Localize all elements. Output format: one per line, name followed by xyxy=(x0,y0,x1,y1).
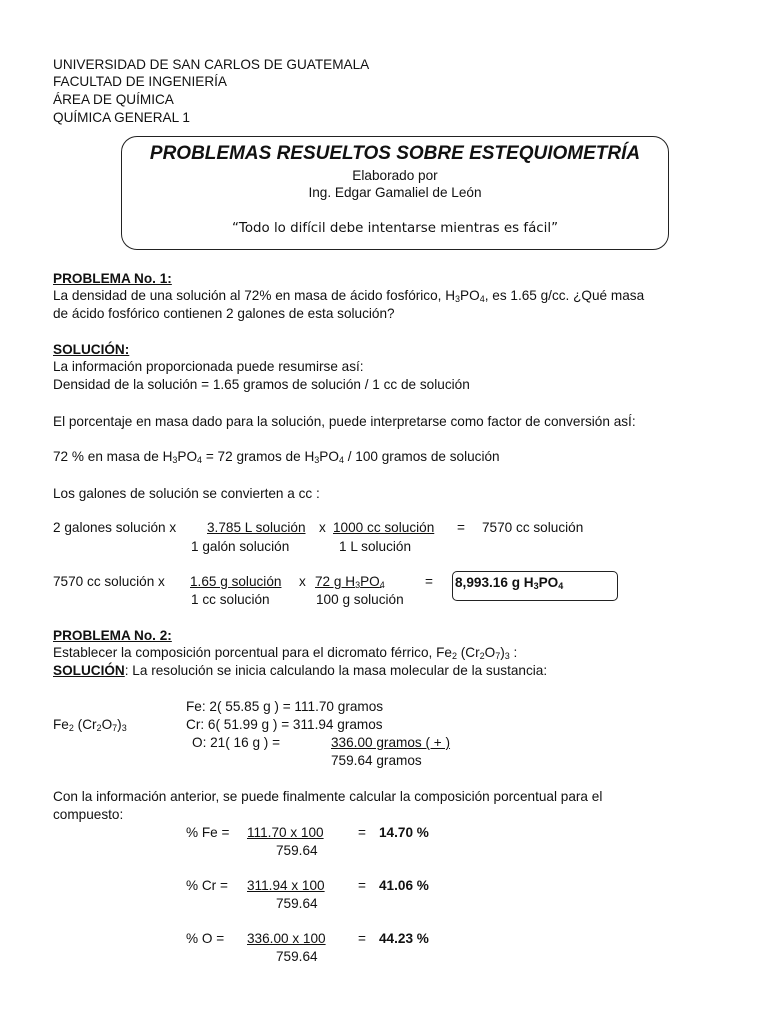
cr-percent-numerator: 311.94 x 100 xyxy=(247,878,325,893)
cc-equals: = xyxy=(425,574,433,589)
problem2-statement: Establecer la composición porcentual para el dicromato férrico, $Fe_2$ $(Cr_2O_7)_3$ : xyxy=(53,645,518,661)
o-percent-label: % O = xyxy=(186,931,225,946)
molar-mass-total: 759.64 gramos xyxy=(331,753,422,768)
problem1-statement-line1: La densidad de una solución al 72% en masa de ácido fosfórico, $H_3PO_4$, es 1.65 g/cc. ¿Qué masa xyxy=(53,288,645,304)
iron-mass-line: Fe: 2( 55.85 g ) = 111.70 gramos xyxy=(186,699,384,714)
cc-factor1-denominator: 1 cc solución xyxy=(191,592,270,607)
o-percent-equals: = xyxy=(358,931,366,946)
area-name: ÁREA DE QUÍMICA xyxy=(53,92,174,107)
university-name: UNIVERSIDAD DE SAN CARLOS DE GUATEMALA xyxy=(53,57,370,72)
motto-quote: “Todo lo difícil debe intentarse mientras es fácil” xyxy=(231,221,559,236)
oxygen-mass-value: 336.00 gramos ( + ) xyxy=(331,735,451,750)
elaborated-by: Elaborado por xyxy=(352,168,438,183)
cr-percent-equals: = xyxy=(358,878,366,893)
cr-percent-result: 41.06 % xyxy=(379,878,429,893)
course-name: QUÍMICA GENERAL 1 xyxy=(53,110,190,125)
problem2-heading: PROBLEMA No. 2: xyxy=(53,628,172,643)
oxygen-mass-label: O: 21( 16 g ) = xyxy=(192,735,281,750)
problem1-statement-line2: de ácido fosfórico contienen 2 galones de esta solución? xyxy=(53,306,395,321)
author-name: Ing. Edgar Gamaliel de León xyxy=(308,185,482,200)
fe-percent-denominator: 759.64 xyxy=(276,843,318,858)
gallon-factor1-numerator: 3.785 L solución xyxy=(207,520,306,535)
problem1-heading: PROBLEMA No. 1: xyxy=(53,271,172,286)
conclusion-line2: compuesto: xyxy=(53,807,124,822)
ferric-dichromate-formula: $Fe_2$ $(Cr_2O_7)_3$ xyxy=(53,717,127,733)
solution-summary-line: La información proporcionada puede resumirse así: xyxy=(53,359,364,374)
document-title: PROBLEMAS RESUELTOS SOBRE ESTEQUIOMETRÍA xyxy=(149,143,641,164)
gallon-equals: = xyxy=(457,520,465,535)
percent-intro: El porcentaje en masa dado para la solución, puede interpretarse como factor de conversión asÍ: xyxy=(53,414,636,429)
problem1-solution-heading: SOLUCIÓN: xyxy=(53,342,130,357)
title-box xyxy=(121,136,669,250)
problem2-solution-line: SOLUCIÓN: La resolución se inicia calculando la masa molecular de la sustancia: xyxy=(53,663,548,678)
o-percent-numerator: 336.00 x 100 xyxy=(247,931,326,946)
fe-percent-label: % Fe = xyxy=(186,825,230,840)
cc-factor1-numerator: 1.65 g solución xyxy=(190,574,282,589)
percent-conversion-line: 72 % en masa de $H_3PO_4 = 72$ gramos de $H_3PO_4 / 100$ gramos de solución xyxy=(53,449,500,465)
o-percent-result: 44.23 % xyxy=(379,931,429,946)
conclusion-line1: Con la información anterior, se puede finalmente calcular la composición porcentual para el xyxy=(53,789,603,804)
cr-percent-denominator: 759.64 xyxy=(276,896,318,911)
density-line: Densidad de la solución = 1.65 gramos de solución / 1 cc de solución xyxy=(53,377,470,392)
gallon-factor1-denominator: 1 galón solución xyxy=(191,539,290,554)
fe-percent-numerator: 111.70 x 100 xyxy=(247,825,324,840)
cc-factor2-numerator: 72 g $H_3PO_4$ xyxy=(315,574,385,590)
answer-value: 8,993.16 g $H_3PO_4$ xyxy=(455,575,564,591)
gallon-lhs: 2 galones solución x xyxy=(53,520,177,535)
chromium-mass-line: Cr: 6( 51.99 g ) = 311.94 gramos xyxy=(186,717,383,732)
cc-times: x xyxy=(299,574,306,589)
cr-percent-label: % Cr = xyxy=(186,878,228,893)
gallon-factor2-numerator: 1000 cc solución xyxy=(333,520,435,535)
gallon-result: 7570 cc solución xyxy=(482,520,584,535)
gallon-times: x xyxy=(319,520,326,535)
fe-percent-result: 14.70 % xyxy=(379,825,429,840)
fe-percent-equals: = xyxy=(358,825,366,840)
cc-lhs: 7570 cc solución x xyxy=(53,574,165,589)
gallon-intro: Los galones de solución se convierten a cc : xyxy=(53,486,320,501)
problem2-solution-heading: SOLUCIÓN xyxy=(53,663,125,678)
gallon-factor2-denominator: 1 L solución xyxy=(339,539,412,554)
o-percent-denominator: 759.64 xyxy=(276,949,318,964)
faculty-name: FACULTAD DE INGENIERÍA xyxy=(53,74,227,89)
cc-factor2-denominator: 100 g solución xyxy=(316,592,404,607)
